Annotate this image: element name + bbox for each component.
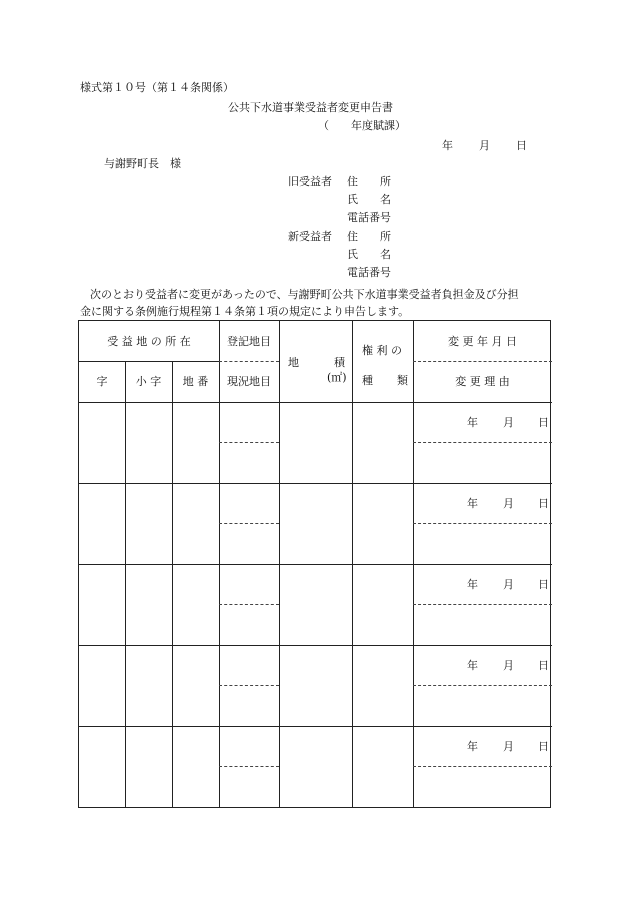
header-chiban: 地 番: [182, 375, 209, 388]
statement-line-2: 金に関する条例施行規程第１４条第１項の規定により申告します。: [80, 305, 410, 318]
submission-date-year: 年: [442, 139, 453, 152]
fiscal-year-open: （: [318, 119, 329, 132]
new-beneficiary-phone-label: 電話番号: [347, 266, 391, 279]
row-1-year: 年: [467, 416, 478, 429]
row-5-month: 月: [503, 740, 514, 753]
header-change-date: 変 更 年 月 日: [448, 334, 517, 348]
row-3-change-dash: [413, 604, 552, 605]
row-3-category-dash: [219, 604, 279, 605]
row-1-day: 日: [538, 416, 549, 429]
row-4-category-dash: [219, 685, 279, 686]
table-hline-row-4: [79, 726, 552, 727]
form-number: 様式第１０号（第１４条関係）: [80, 81, 234, 94]
header-change-reason: 変 更 理 由: [455, 375, 510, 388]
row-1-month: 月: [503, 416, 514, 429]
new-beneficiary-name-label: 氏 名: [347, 248, 391, 261]
header-area-a: 地: [288, 356, 299, 369]
table-hline-row-3: [79, 645, 552, 646]
header-current-category: 現況地目: [227, 375, 271, 388]
header-rights-b2: 類: [397, 374, 408, 387]
table-vline-aza: [125, 361, 126, 807]
row-4-change-dash: [413, 685, 552, 686]
table-hline-row-2: [79, 564, 552, 565]
addressee: 与謝野町長 様: [104, 157, 181, 170]
row-3-day: 日: [538, 578, 549, 591]
new-beneficiary-label: 新受益者: [288, 230, 332, 243]
row-3-year: 年: [467, 578, 478, 591]
submission-date-day: 日: [516, 139, 527, 152]
change-table: [78, 320, 551, 808]
row-4-day: 日: [538, 659, 549, 672]
header-location: 受 益 地 の 所 在: [107, 334, 191, 348]
row-2-year: 年: [467, 497, 478, 510]
fiscal-year-close: 年度賦課）: [351, 119, 406, 132]
row-2-day: 日: [538, 497, 549, 510]
header-registered-category: 登記地目: [227, 334, 271, 348]
old-beneficiary-address-label: 住 所: [347, 175, 391, 188]
header-area-unit: (㎡): [327, 371, 347, 384]
row-5-day: 日: [538, 740, 549, 753]
row-3-month: 月: [503, 578, 514, 591]
row-5-year: 年: [467, 740, 478, 753]
row-2-category-dash: [219, 523, 279, 524]
old-beneficiary-phone-label: 電話番号: [347, 211, 391, 224]
header-koaza: 小 字: [135, 375, 162, 388]
row-2-change-dash: [413, 523, 552, 524]
header-aza: 字: [96, 375, 108, 388]
statement-line-1: 次のとおり受益者に変更があったので、与謝野町公共下水道事業受益者負担金及び分担: [90, 288, 519, 301]
table-hline-row-1: [79, 483, 552, 484]
table-hline-header-end: [79, 402, 552, 403]
fiscal-year-line: [318, 120, 406, 131]
new-beneficiary-address-label: 住 所: [347, 230, 391, 243]
row-1-category-dash: [219, 442, 279, 443]
row-2-month: 月: [503, 497, 514, 510]
header-rights-b1: 種: [362, 374, 373, 387]
row-4-month: 月: [503, 659, 514, 672]
submission-date: [442, 140, 527, 151]
table-vline-koaza: [172, 361, 173, 807]
row-5-change-dash: [413, 766, 552, 767]
old-beneficiary-name-label: 氏 名: [347, 193, 391, 206]
header-area-b: 積: [334, 356, 345, 369]
document-title: 公共下水道事業受益者変更申告書: [228, 101, 393, 114]
submission-date-month: 月: [479, 139, 490, 152]
row-4-year: 年: [467, 659, 478, 672]
header-rights-a: 権 利 の: [362, 344, 402, 357]
row-1-change-dash: [413, 442, 552, 443]
row-5-category-dash: [219, 766, 279, 767]
old-beneficiary-label: 旧受益者: [288, 175, 332, 188]
